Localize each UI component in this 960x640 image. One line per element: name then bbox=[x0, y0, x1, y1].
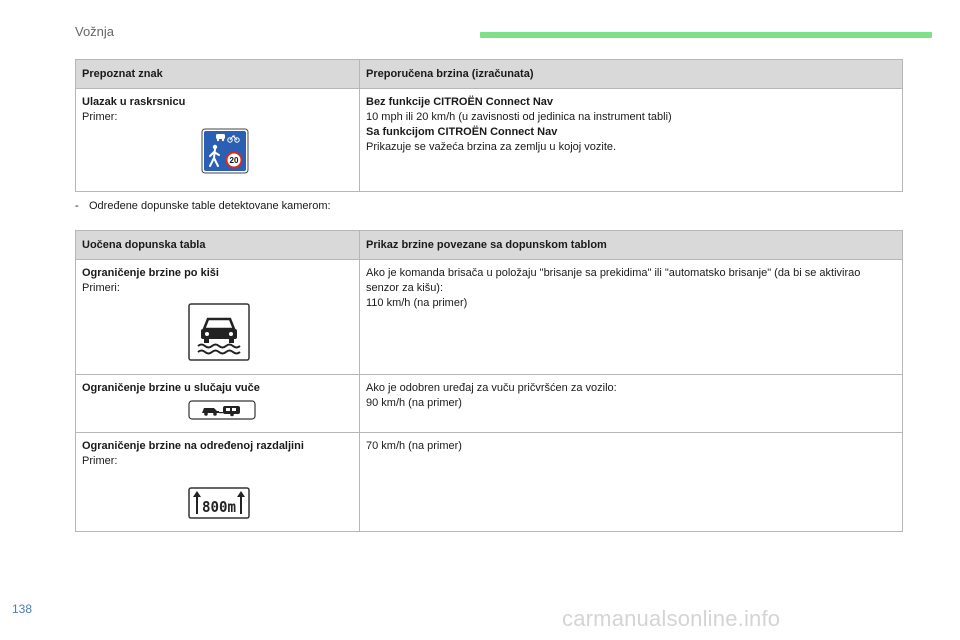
sign-cell bbox=[76, 433, 360, 532]
bullet-note bbox=[75, 200, 331, 212]
without-nav-title: Bez funkcije CITROËN Connect Nav bbox=[366, 96, 554, 108]
column-header-observed-plate: Uočena dopunska tabla bbox=[76, 231, 360, 260]
towing-condition-text: Ako je odobren uređaj za vuču pričvršćen za vozilo: bbox=[366, 382, 617, 394]
row-title: Ograničenje brzine na određenoj razdaljini bbox=[82, 440, 304, 452]
table-header-row bbox=[76, 60, 903, 89]
speed-description-cell bbox=[360, 375, 903, 433]
column-header-speed-display: Prikaz brzine povezane sa dopunskom tablom bbox=[360, 231, 903, 260]
row-title: Ograničenje brzine u slučaju vuče bbox=[82, 382, 260, 394]
sign-cell bbox=[76, 260, 360, 375]
sign-speed-value: 20 bbox=[229, 156, 239, 165]
towing-speed-text: 90 km/h (na primer) bbox=[366, 397, 462, 409]
towing-plate-icon bbox=[188, 400, 256, 420]
table-row bbox=[76, 375, 903, 433]
speed-description-cell bbox=[360, 260, 903, 375]
distance-plate-icon bbox=[188, 487, 250, 519]
row-title: Ograničenje brzine po kiši bbox=[82, 267, 219, 279]
row-subtitle: Primer: bbox=[82, 111, 118, 123]
section-title: Vožnja bbox=[75, 24, 115, 39]
distance-speed-text: 70 km/h (na primer) bbox=[366, 440, 462, 452]
sign-cell bbox=[76, 375, 360, 433]
speed-description-cell bbox=[360, 89, 903, 192]
page-number: 138 bbox=[12, 602, 33, 616]
table-row bbox=[76, 89, 903, 192]
table-row bbox=[76, 260, 903, 375]
column-header-recommended-speed: Preporučena brzina (izračunata) bbox=[360, 60, 903, 89]
row-subtitle: Primer: bbox=[82, 455, 118, 467]
without-nav-text: 10 mph ili 20 km/h (u zavisnosti od jedinica na instrument tabli) bbox=[366, 111, 672, 123]
rain-plate-icon bbox=[188, 303, 250, 361]
sign-distance-value: 800m bbox=[202, 498, 236, 516]
rain-speed-text: 110 km/h (na primer) bbox=[366, 297, 468, 309]
watermark: carmanualsonline.info bbox=[562, 606, 781, 631]
recognized-sign-table bbox=[75, 59, 903, 192]
speed-description-cell bbox=[360, 433, 903, 532]
supplementary-sign-table bbox=[75, 230, 903, 532]
table-row bbox=[76, 433, 903, 532]
with-nav-text: Prikazuje se važeća brzina za zemlju u kojoj vozite. bbox=[366, 141, 617, 153]
table-header-row bbox=[76, 231, 903, 260]
bullet-dash: - bbox=[75, 200, 79, 212]
section-accent-bar bbox=[480, 32, 932, 38]
with-nav-title: Sa funkcijom CITROËN Connect Nav bbox=[366, 126, 558, 138]
column-header-recognized-sign: Prepoznat znak bbox=[76, 60, 360, 89]
rain-condition-text: Ako je komanda brisača u položaju "brisanje sa prekidima" ili "automatsko brisanje" (da bi se aktivirao senzor za kišu): bbox=[366, 267, 861, 294]
row-title: Ulazak u raskrsnicu bbox=[82, 96, 186, 108]
residential-zone-sign-icon bbox=[201, 128, 249, 174]
row-subtitle: Primeri: bbox=[82, 282, 120, 294]
note-text: Određene dopunske table detektovane kamerom: bbox=[89, 200, 331, 212]
sign-cell bbox=[76, 89, 360, 192]
